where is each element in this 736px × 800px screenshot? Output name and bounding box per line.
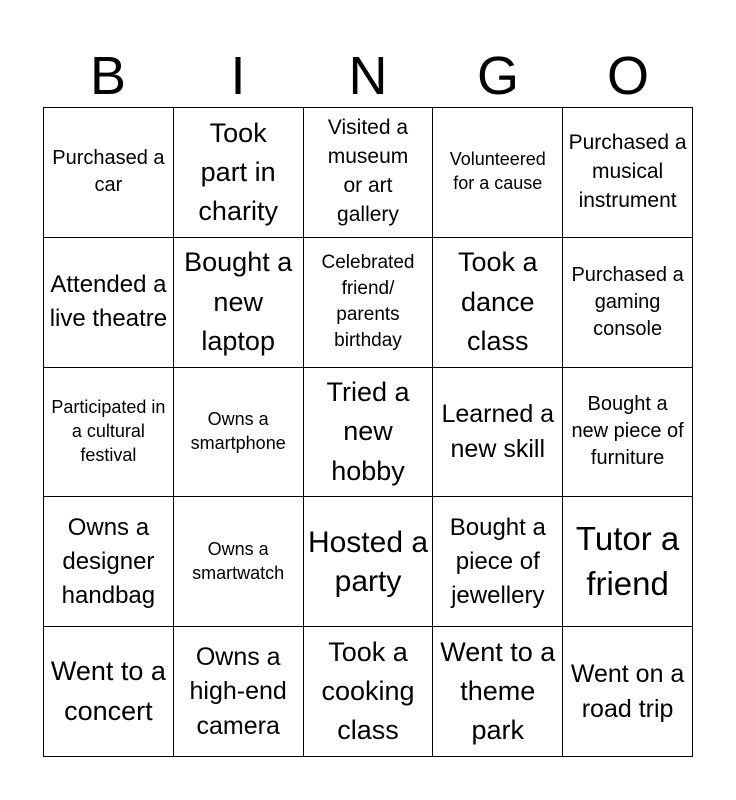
cell-label: Tried a new hobby xyxy=(326,377,410,486)
bingo-cell-r3-c4[interactable] xyxy=(563,497,693,627)
bingo-cell-r3-c0[interactable] xyxy=(44,497,174,627)
cell-label: Learned a new skill xyxy=(441,400,555,463)
cell-label: Attended a live theatre xyxy=(49,271,168,333)
cell-label: Celebrated friend/ parents birthday xyxy=(321,251,415,352)
header-letter-n: N xyxy=(348,46,388,106)
cell-label: Went to a theme park xyxy=(440,636,556,746)
bingo-cell-r4-c2[interactable] xyxy=(304,627,434,757)
bingo-cell-r3-c1[interactable] xyxy=(174,497,304,627)
bingo-cell-r0-c1[interactable] xyxy=(174,108,304,238)
header-letter-i: I xyxy=(230,46,246,106)
bingo-cell-r0-c4[interactable] xyxy=(563,108,693,238)
bingo-cell-r1-c3[interactable] xyxy=(433,238,563,368)
cell-label: Visited a museum or art gallery xyxy=(327,116,409,227)
bingo-cell-r0-c0[interactable] xyxy=(44,108,174,238)
bingo-cell-r3-c2[interactable] xyxy=(304,497,434,627)
cell-label: Participated in a cultural festival xyxy=(51,397,166,465)
bingo-cell-r0-c3[interactable] xyxy=(433,108,563,238)
cell-label: Volunteered for a cause xyxy=(449,149,546,194)
bingo-cell-r2-c3[interactable] xyxy=(433,368,563,498)
bingo-cell-r1-c2[interactable] xyxy=(304,238,434,368)
bingo-cell-r1-c4[interactable] xyxy=(563,238,693,368)
bingo-cell-r2-c4[interactable] xyxy=(563,368,693,498)
header-letter-o: O xyxy=(606,46,649,106)
cell-label: Owns a smartwatch xyxy=(192,538,285,583)
bingo-grid xyxy=(43,107,693,757)
bingo-cell-r4-c4[interactable] xyxy=(563,627,693,757)
cell-label: Took part in charity xyxy=(198,117,278,226)
cell-label: Owns a high-end camera xyxy=(189,642,287,740)
bingo-cell-r2-c2[interactable] xyxy=(304,368,434,498)
cell-label: Bought a piece of jewellery xyxy=(449,513,546,609)
bingo-cell-r4-c0[interactable] xyxy=(44,627,174,757)
cell-label: Tutor a friend xyxy=(575,520,680,602)
cell-label: Hosted a party xyxy=(307,525,429,598)
cell-label: Went to a concert xyxy=(50,656,166,726)
cell-label: Took a dance class xyxy=(458,247,538,356)
bingo-cell-r4-c3[interactable] xyxy=(433,627,563,757)
bingo-cell-r3-c3[interactable] xyxy=(433,497,563,627)
cell-label: Went on a road trip xyxy=(570,660,685,723)
cell-label: Owns a smartphone xyxy=(190,409,286,453)
cell-label: Bought a new piece of furniture xyxy=(571,393,684,470)
cell-label: Bought a new laptop xyxy=(184,247,293,356)
cell-label: Purchased a musical instrument xyxy=(568,130,687,212)
cell-label: Owns a designer handbag xyxy=(61,513,156,609)
header-letter-b: B xyxy=(89,46,127,106)
bingo-cell-r1-c0[interactable] xyxy=(44,238,174,368)
bingo-cell-r2-c0[interactable] xyxy=(44,368,174,498)
bingo-header xyxy=(43,44,693,108)
cell-label: Purchased a gaming console xyxy=(571,263,684,340)
header-letter-g: G xyxy=(476,46,519,106)
cell-label: Took a cooking class xyxy=(321,636,415,746)
bingo-cell-r2-c1[interactable] xyxy=(174,368,304,498)
cell-label: Purchased a car xyxy=(52,147,165,197)
bingo-cell-r4-c1[interactable] xyxy=(174,627,304,757)
bingo-cell-r0-c2[interactable] xyxy=(304,108,434,238)
bingo-cell-r1-c1[interactable] xyxy=(174,238,304,368)
